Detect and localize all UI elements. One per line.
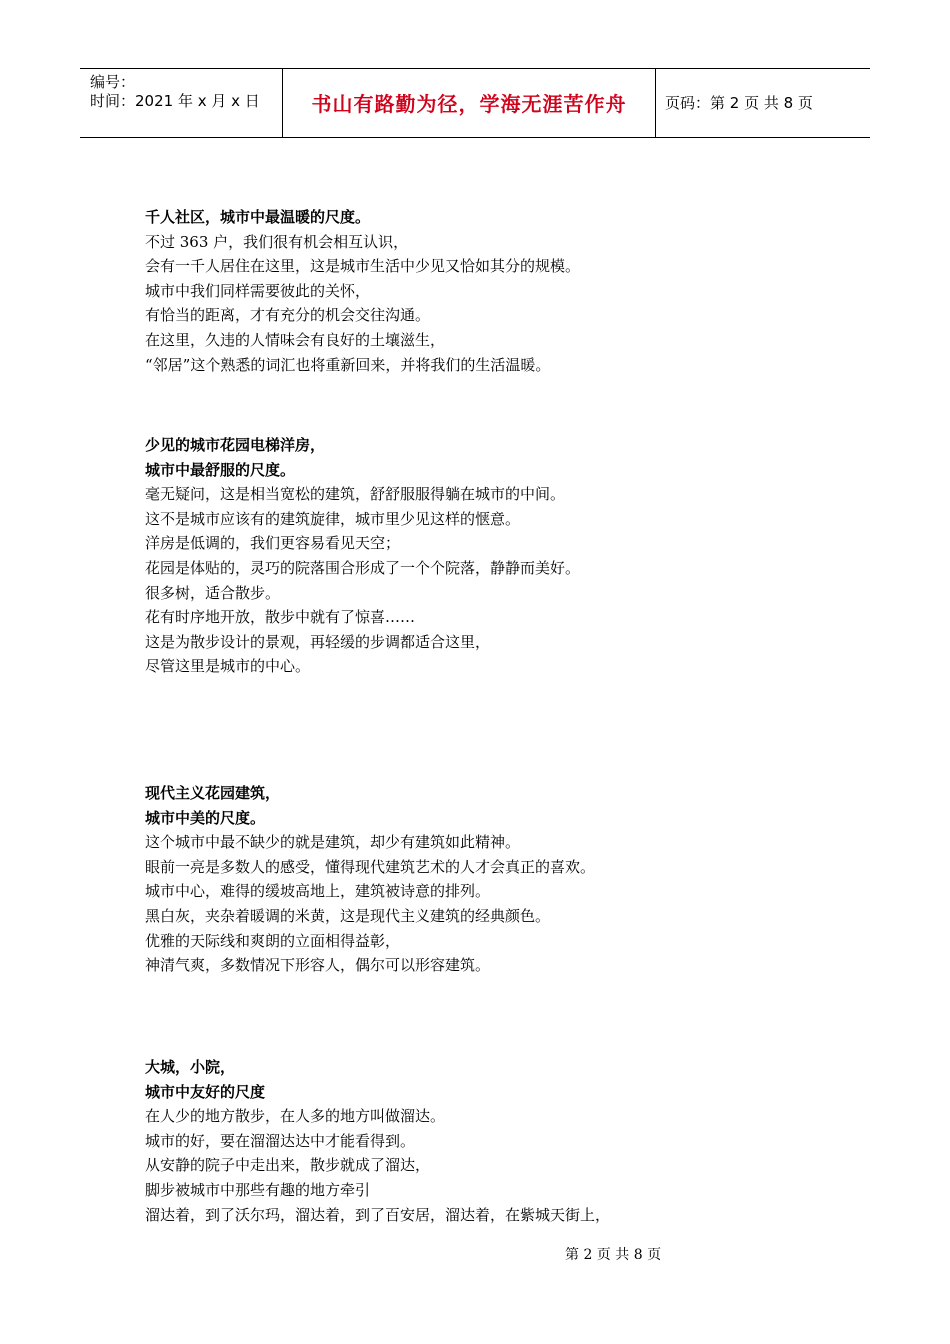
section-subtitle: 城市中美的尺度。 [145, 808, 266, 827]
section-garden-apartments [145, 433, 580, 679]
header-info-cell [80, 69, 282, 137]
section-title: 大城，小院， [145, 1058, 236, 1076]
section-title: 少见的城市花园电梯洋房， [145, 436, 326, 454]
header-page-cell [655, 69, 870, 137]
page-code: 页码：第 2 页 共 8 页 [665, 94, 813, 112]
paragraph-line: 城市的好，要在溜溜达达中才能看得到。 [145, 1131, 416, 1150]
paragraph-line: 很多树，适合散步。 [145, 583, 281, 602]
section-big-city-small-courtyard [145, 1055, 610, 1227]
section-modernist-architecture [145, 781, 595, 978]
paragraph-line: 花有时序地开放，散步中就有了惊喜…… [145, 608, 416, 627]
serial-label: 编号： [90, 73, 136, 91]
paragraph-line: 城市中心，难得的缓坡高地上，建筑被诗意的排列。 [145, 882, 491, 901]
page-footer: 第 2 页 共 8 页 [565, 1247, 662, 1263]
paragraph-line: 神清气爽，多数情况下形容人，偶尔可以形容建筑。 [145, 956, 491, 975]
section-title: 千人社区，城市中最温暖的尺度。 [145, 208, 371, 226]
paragraph-line: 在这里，久违的人情味会有良好的土壤滋生， [145, 330, 446, 349]
paragraph-line: 从安静的院子中走出来，散步就成了溜达， [145, 1156, 431, 1175]
section-title: 现代主义花园建筑， [145, 784, 281, 802]
paragraph-line: 溜达着，到了沃尔玛，溜达着，到了百安居，溜达着，在紫城天街上， [145, 1205, 611, 1224]
paragraph-line: 毫无疑问，这是相当宽松的建筑，舒舒服服得躺在城市的中间。 [145, 485, 566, 504]
paragraph-line: “邻居”这个熟悉的词汇也将重新回来，并将我们的生活温暖。 [145, 355, 551, 374]
paragraph-line: 这是为散步设计的景观，再轻缓的步调都适合这里， [145, 632, 491, 651]
paragraph-line: 眼前一亮是多数人的感受，懂得现代建筑艺术的人才会真正的喜欢。 [145, 857, 596, 876]
paragraph-line: 在人少的地方散步，在人多的地方叫做溜达。 [145, 1107, 446, 1126]
section-community [145, 205, 580, 377]
section-subtitle: 城市中友好的尺度 [145, 1082, 266, 1101]
paragraph-line: 不过 363 户，我们很有机会相互认识， [145, 232, 409, 251]
paragraph-line: 这个城市中最不缺少的就是建筑，却少有建筑如此精神。 [145, 833, 521, 852]
paragraph-line: 会有一千人居住在这里，这是城市生活中少见又恰如其分的规模。 [145, 257, 581, 276]
paragraph-line: 黑白灰，夹杂着暖调的米黄，这是现代主义建筑的经典颜色。 [145, 906, 551, 925]
paragraph-line: 脚步被城市中那些有趣的地方牵引 [145, 1180, 371, 1199]
paragraph-line: 城市中我们同样需要彼此的关怀， [145, 281, 371, 300]
motto-text: 书山有路勤为径，学海无涯苦作舟 [311, 92, 627, 116]
paragraph-line: 洋房是低调的，我们更容易看见天空； [145, 534, 401, 553]
section-subtitle: 城市中最舒服的尺度。 [145, 460, 296, 479]
header-motto-cell [282, 69, 656, 137]
paragraph-line: 这不是城市应该有的建筑旋律，城市里少见这样的惬意。 [145, 509, 521, 528]
page-header [80, 68, 870, 138]
date-label: 时间：2021 年 x 月 x 日 [90, 92, 260, 110]
paragraph-line: 尽管这里是城市的中心。 [145, 657, 311, 676]
paragraph-line: 有恰当的距离，才有充分的机会交往沟通。 [145, 306, 431, 325]
paragraph-line: 优雅的天际线和爽朗的立面相得益彰， [145, 931, 401, 950]
paragraph-line: 花园是体贴的，灵巧的院落围合形成了一个个院落，静静而美好。 [145, 558, 581, 577]
